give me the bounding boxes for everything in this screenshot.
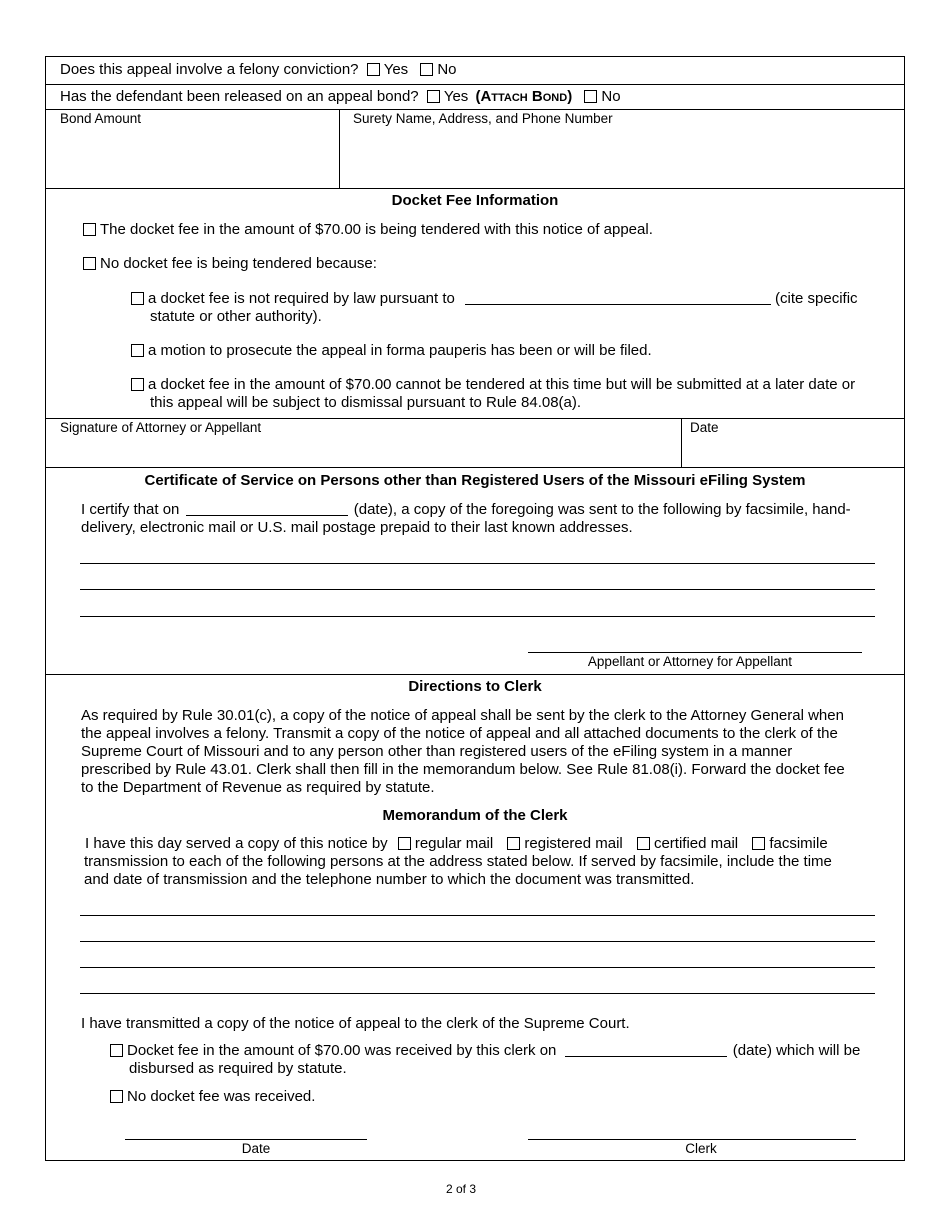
bond-no-checkbox[interactable] [584,90,597,103]
memo-recipient-line[interactable] [80,967,875,968]
surety-field[interactable] [340,128,904,187]
certificate-heading: Certificate of Service on Persons other than Registered Users of the Missouri eFiling System [144,472,806,489]
memo-line2: transmission to each of the following persons at the address stated below. If served by facsimile, include the time [84,853,832,870]
row-divider [45,188,905,189]
docket-reason-not-required [131,290,858,308]
row-divider [45,467,905,468]
felony-question: Does this appeal involve a felony conviction? [60,61,359,78]
bond-row [60,88,621,106]
no-fee-option [110,1088,315,1106]
attach-bond-label: (Attach Bond) [475,88,573,105]
memo-line3: and date of transmission and the telephone number to which the document was transmitted. [84,871,695,888]
not-required-checkbox[interactable] [131,292,144,305]
felony-no-checkbox[interactable] [420,63,433,76]
page-number: 2 of 3 [445,1182,477,1196]
certify-label: I certify that on [81,501,180,518]
regular-mail-checkbox[interactable] [398,837,411,850]
docket-tendered-option [83,221,653,239]
registered-mail-checkbox[interactable] [507,837,520,850]
docket-tendered-label: The docket fee in the amount of $70.00 is being tendered with this notice of appeal. [100,221,653,238]
directions-line: As required by Rule 30.01(c), a copy of the notice of appeal shall be sent by the clerk to the Attorney General when [81,707,844,724]
certificate-date-blank[interactable] [186,501,348,516]
registered-mail-label: registered mail [524,835,623,852]
memo-recipient-line[interactable] [80,941,875,942]
memo-date-line[interactable] [125,1139,367,1140]
facsimile-label: facsimile [769,835,828,852]
fee-received-date-blank[interactable] [565,1042,727,1057]
certificate-text [81,501,851,519]
docket-reason-later [131,376,855,394]
fee-received-label-cont: (date) which will be [732,1042,861,1059]
later-payment-label: a docket fee in the amount of $70.00 cannot be tendered at this time but will be submitted at a later date or [148,376,856,393]
bond-amount-label: Bond Amount [60,111,142,126]
row-divider [45,84,905,85]
certified-mail-label: certified mail [653,835,739,852]
no-fee-label: No docket fee was received. [127,1088,316,1105]
docket-heading: Docket Fee Information [391,192,559,209]
directions-line: the appeal involves a felony. Transmit a copy of the notice of appeal and all attached documents to the clerk of the [81,725,838,742]
regular-mail-label: regular mail [414,835,494,852]
felony-row [60,61,457,79]
row-divider [45,109,905,110]
later-payment-label-cont: this appeal will be subject to dismissal pursuant to Rule 84.08(a). [150,394,582,411]
service-recipient-line[interactable] [80,563,875,564]
directions-line: to the Department of Revenue as required by statute. [81,779,435,796]
signature-date-label: Date [690,420,719,435]
no-fee-checkbox[interactable] [110,1090,123,1103]
docket-reason-pauperis [131,342,652,360]
directions-line: Supreme Court of Missouri and to any person other than registered users of the eFiling system in a manner [81,743,793,760]
appellant-signature-label: Appellant or Attorney for Appellant [587,654,793,669]
directions-heading: Directions to Clerk [408,678,542,695]
docket-not-tendered-option [83,255,377,273]
row-divider [45,418,905,419]
certified-mail-checkbox[interactable] [637,837,650,850]
service-recipient-line[interactable] [80,589,875,590]
bond-yes-checkbox[interactable] [427,90,440,103]
certify-label-cont: (date), a copy of the foregoing was sent to the following by facsimile, hand- [353,501,851,518]
docket-tendered-checkbox[interactable] [83,223,96,236]
appellant-signature-line[interactable] [528,652,862,653]
pauperis-label: a motion to prosecute the appeal in forma pauperis has been or will be filed. [148,342,652,359]
docket-not-tendered-checkbox[interactable] [83,257,96,270]
signature-date-field[interactable] [682,437,904,466]
bond-amount-field[interactable] [46,128,338,187]
pauperis-checkbox[interactable] [131,344,144,357]
transmitted-statement: I have transmitted a copy of the notice of appeal to the clerk of the Supreme Court. [81,1015,630,1032]
clerk-signature-label: Clerk [685,1141,717,1156]
statute-authority-label: statute or other authority). [150,308,322,325]
row-divider [45,674,905,675]
fee-received-label-line2: disbursed as required by statute. [129,1060,347,1077]
certify-label-line2: delivery, electronic mail or U.S. mail postage prepaid to their last known addresses. [81,519,633,536]
clerk-signature-line[interactable] [528,1139,856,1140]
not-required-label: a docket fee is not required by law pursuant to [148,290,455,307]
directions-text [81,707,891,797]
memo-recipient-line[interactable] [80,993,875,994]
fee-received-option [110,1042,860,1060]
bond-question: Has the defendant been released on an appeal bond? [60,88,419,105]
cite-specific-label: (cite specific [775,290,858,307]
bond-no-label: No [601,88,621,105]
felony-yes-checkbox[interactable] [367,63,380,76]
service-method-row [85,835,828,853]
felony-yes-label: Yes [383,61,409,78]
docket-not-tendered-label: No docket fee is being tendered because: [100,255,377,272]
later-payment-checkbox[interactable] [131,378,144,391]
memo-heading: Memorandum of the Clerk [382,807,568,824]
memo-intro: I have this day served a copy of this notice by [85,835,388,852]
felony-no-label: No [437,61,457,78]
fee-received-label: Docket fee in the amount of $70.00 was received by this clerk on [127,1042,557,1059]
signature-field[interactable] [46,437,680,466]
fee-received-checkbox[interactable] [110,1044,123,1057]
facsimile-checkbox[interactable] [752,837,765,850]
memo-recipient-line[interactable] [80,915,875,916]
surety-label: Surety Name, Address, and Phone Number [353,111,613,126]
memo-date-label: Date [241,1141,271,1156]
authority-citation-blank[interactable] [465,290,771,305]
directions-line: prescribed by Rule 43.01. Clerk shall then fill in the memorandum below. See Rule 81.08(i). Forward the docket fee [81,761,845,778]
service-recipient-line[interactable] [80,616,875,617]
bond-yes-label: Yes [443,88,469,105]
signature-label: Signature of Attorney or Appellant [60,420,262,435]
